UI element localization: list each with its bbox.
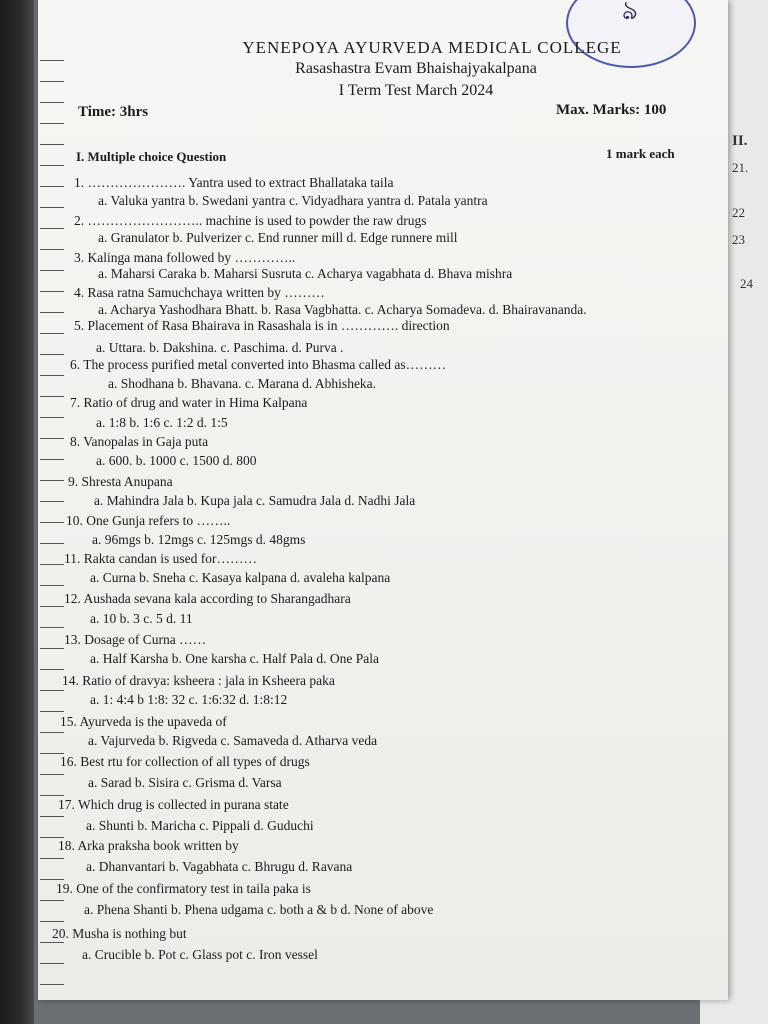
question-options: a. Dhanvantari b. Vagabhata c. Bhrugu d. Ravana bbox=[86, 859, 353, 874]
max-marks: Max. Marks: 100 bbox=[556, 102, 667, 118]
punch-hole bbox=[40, 585, 64, 587]
question-text: 7. Ratio of drug and water in Hima Kalpana bbox=[70, 395, 308, 410]
punch-hole bbox=[40, 207, 64, 209]
exam-title: I Term Test March 2024 bbox=[338, 82, 494, 99]
punch-hole bbox=[40, 270, 64, 272]
punch-hole bbox=[40, 921, 64, 923]
question-text: 6. The process purified metal converted into Bhasma called as……… bbox=[70, 357, 447, 372]
punch-hole bbox=[40, 543, 64, 545]
question-text: 1. …………………. Yantra used to extract Bhallataka taila bbox=[74, 175, 394, 190]
question-options: a. Sarad b. Sisira c. Grisma d. Varsa bbox=[88, 775, 282, 790]
punch-hole bbox=[40, 354, 64, 356]
question-options: a. 1:8 b. 1:6 c. 1:2 d. 1:5 bbox=[96, 415, 228, 430]
punch-hole bbox=[40, 186, 64, 188]
question-options: a. Uttara. b. Dakshina. c. Paschima. d. Purva . bbox=[96, 340, 344, 355]
punch-hole bbox=[40, 963, 64, 965]
question-text: 12. Aushada sevana kala according to Sharangadhara bbox=[64, 591, 351, 606]
question-text: 11. Rakta candan is used for……… bbox=[64, 551, 257, 566]
punch-hole bbox=[40, 291, 64, 293]
question-text: 20. Musha is nothing but bbox=[52, 926, 187, 941]
question-options: a. Phena Shanti b. Phena udgama c. both a & b d. None of above bbox=[84, 902, 434, 917]
under-page-number: 23 bbox=[732, 232, 745, 247]
question-options: a. Granulator b. Pulverizer c. End runner mill d. Edge runnere mill bbox=[98, 230, 458, 245]
question-options: a. Curna b. Sneha c. Kasaya kalpana d. avaleha kalpana bbox=[90, 570, 391, 585]
question-text: 18. Arka praksha book written by bbox=[58, 838, 239, 853]
question-text: 2. …………………….. machine is used to powder the raw drugs bbox=[74, 213, 427, 228]
question-text: 9. Shresta Anupana bbox=[68, 474, 173, 489]
department-name: Rasashastra Evam Bhaishajyakalpana bbox=[295, 60, 537, 77]
punch-hole bbox=[40, 669, 64, 671]
punch-hole bbox=[40, 816, 64, 818]
punch-hole bbox=[40, 501, 64, 503]
question-text: 4. Rasa ratna Samuchchaya written by ……… bbox=[74, 285, 325, 300]
question-options: a. Vajurveda b. Rigveda c. Samaveda d. Atharva veda bbox=[88, 733, 378, 748]
question-text: 10. One Gunja refers to …….. bbox=[66, 513, 231, 528]
question-options: a. Shodhana b. Bhavana. c. Marana d. Abhisheka. bbox=[108, 376, 377, 391]
punch-hole bbox=[40, 858, 64, 860]
question-text: 5. Placement of Rasa Bhairava in Rasashala is in …………. direction bbox=[74, 318, 450, 333]
question-options: a. Half Karsha b. One karsha c. Half Pala d. One Pala bbox=[90, 651, 380, 666]
question-text: 13. Dosage of Curna …… bbox=[64, 632, 207, 647]
question-options: a. Valuka yantra b. Swedani yantra c. Vidyadhara yantra d. Patala yantra bbox=[98, 193, 488, 208]
question-text: 3. Kalinga mana followed by ………….. bbox=[74, 250, 296, 265]
punch-hole bbox=[40, 900, 64, 902]
question-options: a. Acharya Yashodhara Bhatt. b. Rasa Vagbhatta. c. Acharya Somadeva. d. Bhairavananda. bbox=[98, 302, 587, 317]
question-text: 14. Ratio of dravya: ksheera : jala in Ksheera paka bbox=[62, 673, 335, 688]
college-name: YENEPOYA AYURVEDA MEDICAL COLLEGE bbox=[242, 38, 622, 57]
under-page-number: II. bbox=[732, 133, 748, 149]
signature-mark: ঌ bbox=[622, 0, 638, 26]
punch-hole bbox=[40, 984, 64, 986]
binder-spine bbox=[0, 0, 34, 1024]
punch-hole bbox=[40, 249, 64, 251]
punch-hole bbox=[40, 312, 64, 314]
question-options: a. Mahindra Jala b. Kupa jala c. Samudra Jala d. Nadhi Jala bbox=[94, 493, 416, 508]
punch-hole bbox=[40, 438, 64, 440]
punch-hole bbox=[40, 165, 64, 167]
punch-hole bbox=[40, 942, 64, 944]
punch-hole bbox=[40, 606, 64, 608]
section-marks: 1 mark each bbox=[606, 146, 675, 161]
punch-hole bbox=[40, 774, 64, 776]
punch-hole bbox=[40, 396, 64, 398]
punch-hole bbox=[40, 627, 64, 629]
punch-hole bbox=[40, 375, 64, 377]
punch-hole bbox=[40, 228, 64, 230]
punch-hole bbox=[40, 732, 64, 734]
punch-hole bbox=[40, 144, 64, 146]
punch-hole bbox=[40, 417, 64, 419]
under-page-number: 21. bbox=[732, 160, 749, 175]
punch-hole bbox=[40, 480, 64, 482]
question-options: a. 1: 4:4 b 1:8: 32 c. 1:6:32 d. 1:8:12 bbox=[90, 692, 288, 707]
punch-hole bbox=[40, 459, 64, 461]
question-options: a. Shunti b. Maricha c. Pippali d. Guduchi bbox=[86, 818, 314, 833]
punch-hole bbox=[40, 522, 64, 524]
punch-hole bbox=[40, 648, 64, 650]
question-text: 15. Ayurveda is the upaveda of bbox=[60, 714, 227, 729]
section-title: I. Multiple choice Question bbox=[76, 149, 227, 164]
punch-hole bbox=[40, 333, 64, 335]
punch-hole bbox=[40, 690, 64, 692]
question-options: a. 96mgs b. 12mgs c. 125mgs d. 48gms bbox=[92, 532, 306, 547]
question-text: 17. Which drug is collected in purana state bbox=[58, 797, 289, 812]
question-options: a. Crucible b. Pot c. Glass pot c. Iron vessel bbox=[82, 947, 318, 962]
question-options: a. 10 b. 3 c. 5 d. 11 bbox=[90, 611, 193, 626]
question-options: a. 600. b. 1000 c. 1500 d. 800 bbox=[96, 453, 257, 468]
punch-hole bbox=[40, 564, 64, 566]
punch-hole bbox=[40, 123, 64, 125]
exam-time: Time: 3hrs bbox=[78, 104, 149, 120]
question-options: a. Maharsi Caraka b. Maharsi Susruta c. Acharya vagabhata d. Bhava mishra bbox=[98, 266, 513, 281]
punch-hole bbox=[40, 102, 64, 104]
punch-hole bbox=[40, 711, 64, 713]
question-text: 8. Vanopalas in Gaja puta bbox=[70, 434, 209, 449]
question-text: 19. One of the confirmatory test in taila paka is bbox=[56, 881, 311, 896]
under-page-number: 22 bbox=[732, 205, 745, 220]
under-page-number: 24 bbox=[740, 276, 753, 291]
question-text: 16. Best rtu for collection of all types of drugs bbox=[60, 754, 310, 769]
